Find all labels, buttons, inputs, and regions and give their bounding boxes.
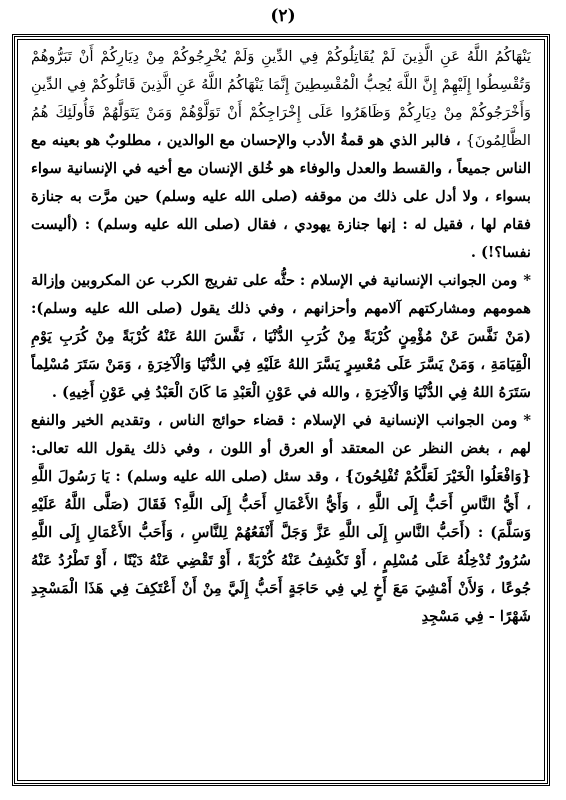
section-heading: ومن الجوانب الإنسانية في الإسلام : <box>290 412 518 429</box>
quran-verse: يَنْهَاكُمُ اللَّهُ عَنِ الَّذِينَ لَمْ يُقَاتِلُوكُمْ فِي الدِّينِ وَلَمْ يُخْرِجُوكُمْ مِنْ دِيَارِكُمْ أَنْ تَبَرُّوهُمْ وَتُقْسِطُوا إِلَيْهِمْ إِنَّ اللَّهَ يُحِبُّ الْمُقْسِطِينَ إِنَّمَا يَنْهَاكُمُ اللَّهُ عَنِ الَّذِينَ قَاتَلُوكُمْ فِي الدِّينِ وَأَخْرَجُوكُمْ مِنْ دِيَارِكُمْ وَظَاهَرُوا عَلَى إِخْرَاجِكُمْ أَنْ تَوَلَّوْهُمْ وَمَنْ يَتَوَلَّهُمْ فَأُولَئِكَ هُمُ الظَّالِمُونَ} <box>31 48 531 149</box>
bullet-asterisk: * <box>523 272 531 289</box>
section-heading: ومن الجوانب الإنسانية في الإسلام : <box>299 272 518 289</box>
paragraph-quran-and-birr <box>31 43 531 267</box>
page-number: (٢) <box>270 6 296 26</box>
section-fulfilling-needs <box>31 407 531 631</box>
section-text: حثُّه على تفريج الكرب عن المكروبين وإزالة همومهم ومشاركتهم آلامهم وأحزانهم ، وفي ذلك يقول (صلى الله عليه وسلم): (مَنْ نَفَّسَ عَنْ مُؤْمِنٍ كُرْبَةً مِنْ كُرَبِ الدُّنْيَا ، نَفَّسَ اللهُ عَنْهُ كُرْبَةً مِنْ كُرَبِ يَوْمِ الْقِيَامَةِ ، وَمَنْ يَسَّرَ عَلَى مُعْسِرٍ يَسَّرَ اللهُ عَلَيْهِ فِي الدُّنْيَا وَالْآخِرَةِ ، وَمَنْ سَتَرَ مُسْلِماً سَتَرَهُ اللهُ فِي الدُّنْيَا وَالْآخِرَةِ ، والله في عَوْنِ الْعَبْدِ مَا كَانَ الْعَبْدُ فِي عَوْنِ أَخِيهِ) . <box>31 272 531 401</box>
section-relieving-distress <box>31 267 531 407</box>
section-text: قضاء حوائج الناس ، وتقديم الخير والنفع لهم ، بغض النظر عن المعتقد أو العرق أو اللون ، وفي ذلك يقول الله تعالى: {وَافْعَلُوا الْخَيْرَ لَعَلَّكُمْ تُفْلِحُونَ} ، وقد سئل (صلى الله عليه وسلم) : يَا رَسُولَ اللَّهِ ، أَيُّ النَّاسِ أَحَبُّ إِلَى اللَّهِ ، وَأَيُّ الأَعْمَالِ أَحَبُّ إِلَى اللَّهِ؟ فَقَالَ (صَلَّى اللَّهُ عَلَيْهِ وَسَلَّمَ) : (أَحَبُّ النَّاسِ إِلَى اللَّهِ عَزَّ وَجَلَّ أَنْفَعُهُمْ لِلنَّاسِ ، وَأَحَبُّ الأَعْمَالِ إِلَى اللَّهِ سُرُورٌ تُدْخِلُهُ عَلَى مُسْلِمٍ ، أَوْ تَكْشِفُ عَنْهُ كُرْبَةً ، أَوْ تَقْضِي عَنْهُ دَيْنًا ، أَوْ تَطْرُدُ عَنْهُ جُوعًا ، وَلأَنْ أَمْشِيَ مَعَ أَخٍ لِي فِي حَاجَةٍ أَحَبُّ إِلَيَّ مِنْ أَنْ أَعْتَكِفَ فِي هَذَا الْمَسْجِدِ شَهْرًا - فِي مَسْجِدِ <box>31 412 531 625</box>
paragraph-text: ، فالبر الذي هو قمةُ الأدب والإحسان مع الوالدين ، مطلوبٌ هو بعينه مع الناس جميعاً ، والقسط والعدل والوفاء هو خُلق الإنسان مع أخيه في الإنسانية سواء بسواء ، ولا أدل على ذلك من موقفه (صلى الله عليه وسلم) حين مرَّت به جنازة فقام لها ، فقيل له : إنها جنازة يهودي ، فقال (صلى الله عليه وسلم) : (أليست نفسا؟!) . <box>31 132 531 261</box>
page-content <box>31 43 531 779</box>
page-frame <box>12 34 550 786</box>
bullet-asterisk: * <box>523 412 531 429</box>
